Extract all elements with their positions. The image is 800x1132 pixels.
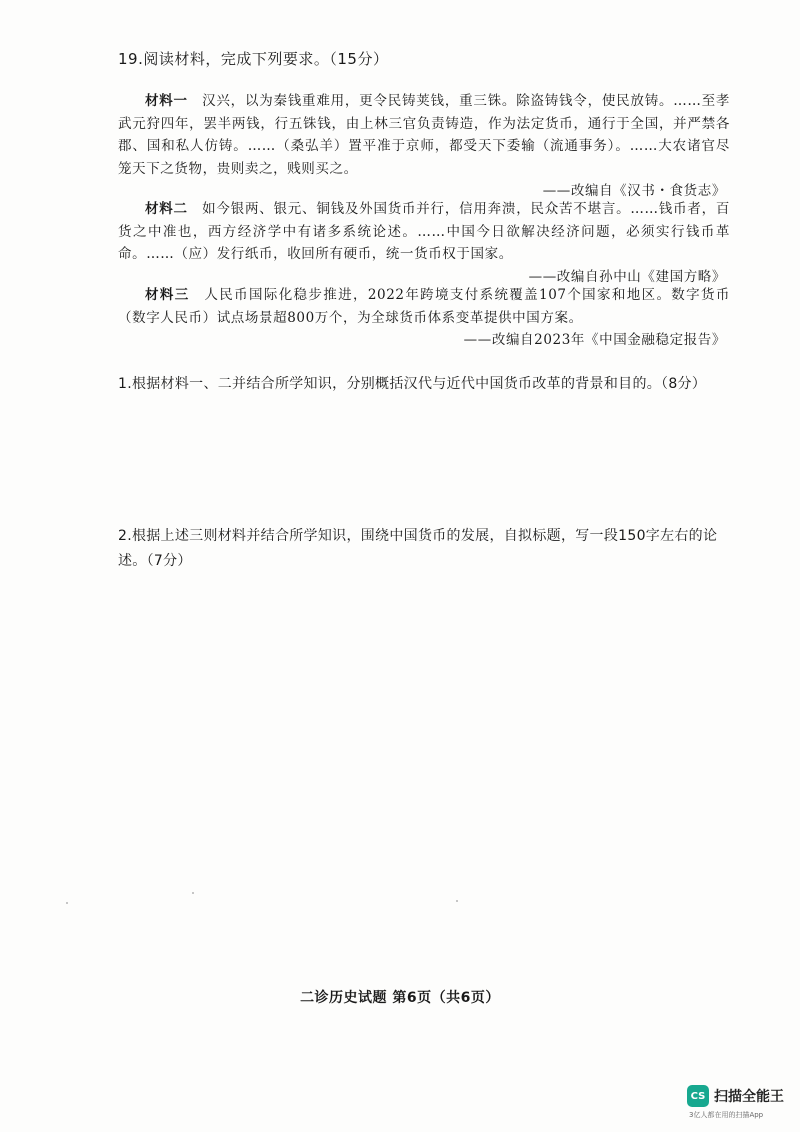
material-2-lead: 材料二 [145,201,188,217]
material-3-source: ——改编自2023年《中国金融稳定报告》 [463,332,726,348]
material-1 [118,90,730,203]
material-1-source: ——改编自《汉书・食货志》 [542,183,726,199]
question-title: 19.阅读材料，完成下列要求。（15分） [118,50,389,68]
material-1-text [118,90,730,180]
sub-question-2: 2.根据上述三则材料并结合所学知识，围绕中国货币的发展，自拟标题，写一段150字左右的论述。（7分） [118,528,718,569]
sub-question-1: 1.根据材料一、二并结合所学知识，分别概括汉代与近代中国货币改革的背景和目的。（8分） [118,376,707,392]
material-2-source: ——改编自孙中山《建国方略》 [528,268,726,285]
scan-speck [66,902,68,904]
material-2 [118,198,730,288]
material-1-body: 汉兴，以为秦钱重难用，更令民铸荚钱，重三铢。除盗铸钱令，使民放铸。……至孝武元狩四年，罢半两钱，行五铢钱，由上林三官负责铸造，作为法定货币，通行于全国，并严禁各郡、国和私人仿铸。……（桑弘羊）置平准于京师，都受天下委输（流通事务）。……大农诸官尽笼天下之货物，贵则卖之，贱则买之。 [118,93,730,177]
material-3-body: 人民币国际化稳步推进，2022年跨境支付系统覆盖107个国家和地区。数字货币（数字人民币）试点场景超800万个，为全球货币体系变革提供中国方案。 [118,287,730,326]
scanner-watermark [687,1085,784,1120]
page-footer: 二诊历史试题 第6页（共6页） [300,990,500,1006]
camscanner-logo-icon: CS [687,1085,709,1107]
material-2-body: 如今银两、银元、铜钱及外国货币并行，信用奔溃，民众苦不堪言。……钱币者，百货之中准也，西方经济学中有诸多系统论述。……中国今日欲解决经济问题，必须实行钱币革命。……（应）发行纸币，收回所有硬币，统一货币权于国家。 [118,201,730,262]
scan-speck [456,900,458,902]
material-3-lead: 材料三 [145,287,190,303]
material-3 [118,284,730,352]
watermark-app-name: 扫描全能王 [714,1089,784,1105]
scan-speck [192,892,194,894]
material-1-lead: 材料一 [145,93,188,109]
material-2-text [118,198,730,266]
material-3-text [118,284,730,329]
watermark-tagline: 3亿人都在用的扫描App [689,1111,764,1119]
